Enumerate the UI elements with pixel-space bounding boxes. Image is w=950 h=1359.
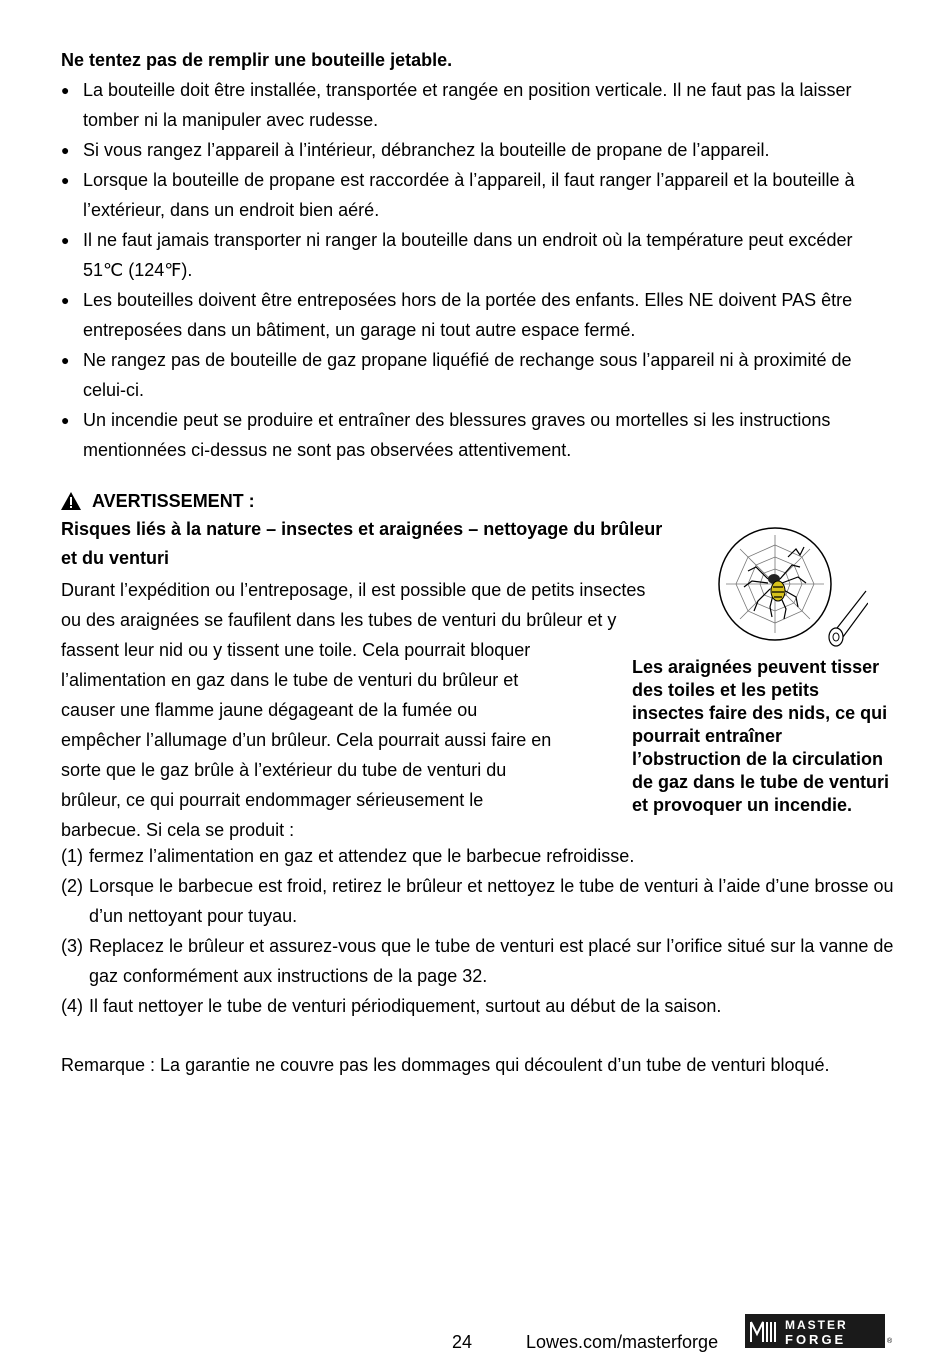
bullet-item: ● Les bouteilles doivent être entreposées hors de la portée des enfants. Elles NE doivent PAS être entreposées dans un bâtiment, un garage ni tout autre espace fermé.	[61, 285, 891, 345]
safety-bullet-list	[61, 75, 891, 465]
warning-triangle-icon	[60, 491, 82, 511]
bullet-item: ● Un incendie peut se produire et entraîner des blessures graves ou mortelles si les instructions mentionnées ci-dessus ne sont pas observées attentivement.	[61, 405, 891, 465]
warning-subheading: Risques liés à la nature – insectes et araignées – nettoyage du brûleur et du venturi	[61, 519, 663, 568]
step-number: (3)	[61, 936, 83, 956]
bullet-dot-icon: ●	[61, 232, 70, 248]
body-line: sorte que le gaz brûle à l’extérieur du tube de venturi du	[61, 760, 507, 780]
bullet-item: ● Ne rangez pas de bouteille de gaz propane liquéfié de rechange sous l’appareil ni à proximité de celui-ci.	[61, 345, 891, 405]
bullet-dot-icon: ●	[61, 82, 70, 98]
bullet-dot-icon: ●	[61, 412, 70, 428]
warning-label: AVERTISSEMENT :	[60, 486, 255, 516]
bullet-dot-icon: ●	[61, 292, 70, 308]
logo-line2: FORGE	[785, 1332, 847, 1347]
body-line: Durant l’expédition ou l’entreposage, il est possible que de petits insectes	[61, 580, 646, 600]
cleaning-steps	[61, 841, 901, 1021]
bullet-dot-icon: ●	[61, 172, 70, 188]
body-line: causer une flamme jaune dégageant de la fumée ou	[61, 700, 478, 720]
body-line: brûleur, ce qui pourrait endommager sérieusement le	[61, 790, 484, 810]
footer-url: Lowes.com/masterforge	[526, 1332, 719, 1352]
bullet-dot-icon: ●	[61, 352, 70, 368]
section-heading: Ne tentez pas de remplir une bouteille jetable.	[61, 50, 453, 70]
warranty-remark: Remarque : La garantie ne couvre pas les dommages qui découlent d’un tube de venturi bloqué.	[61, 1055, 830, 1075]
bullet-item: ● Si vous rangez l’appareil à l’intérieur, débranchez la bouteille de propane de l’appareil.	[61, 135, 891, 165]
bullet-dot-icon: ●	[61, 142, 70, 158]
page-number: 24	[452, 1332, 473, 1352]
bullet-item: ● La bouteille doit être installée, transportée et rangée en position verticale. Il ne faut pas la laisser tomber ni la manipuler avec rudesse.	[61, 75, 891, 135]
body-line: fassent leur nid ou y tissent une toile. Cela pourrait bloquer	[61, 640, 531, 660]
bullet-item: ● Lorsque la bouteille de propane est raccordée à l’appareil, il faut ranger l’appareil et la bouteille à l’extérieur, dans un endroit bien aéré.	[61, 165, 891, 225]
step-item: (4) Il faut nettoyer le tube de venturi périodiquement, surtout au début de la saison.	[61, 991, 901, 1021]
warning-body	[61, 575, 645, 845]
step-item: (2) Lorsque le barbecue est froid, retirez le brûleur et nettoyez le tube de venturi à l’aide d’une brosse ou d’un nettoyant pour tuyau.	[61, 871, 901, 931]
step-number: (1)	[61, 846, 83, 866]
body-line: ou des araignées se faufilent dans les tubes de venturi du brûleur et y	[61, 610, 617, 630]
registered-mark: ®	[887, 1338, 893, 1345]
step-number: (2)	[61, 876, 83, 896]
body-line: empêcher l’allumage d’un brûleur. Cela pourrait aussi faire en	[61, 730, 552, 750]
body-line: l’alimentation en gaz dans le tube de venturi du brûleur et	[61, 670, 519, 690]
step-item: (3) Replacez le brûleur et assurez-vous que le tube de venturi est placé sur l’orifice situé sur la vanne de gaz conformément aux instructions de la page 32.	[61, 931, 901, 991]
step-item: (1) fermez l’alimentation en gaz et attendez que le barbecue refroidisse.	[61, 841, 901, 871]
body-line: barbecue. Si cela se produit :	[61, 820, 295, 840]
master-forge-logo	[745, 1314, 885, 1348]
illustration-caption: Les araignées peuvent tisser des toiles et les petits insectes faire des nids, ce qui pourrait entraîner l’obstruction de la circulation de gaz dans le tube de venturi et provoquer un incendie.	[632, 657, 890, 815]
bullet-item: ● Il ne faut jamais transporter ni ranger la bouteille dans un endroit où la température peut excéder 51℃ (124℉).	[61, 225, 891, 285]
spider-web-icon	[718, 527, 868, 647]
logo-line1: MASTER	[785, 1318, 848, 1332]
step-number: (4)	[61, 996, 83, 1016]
